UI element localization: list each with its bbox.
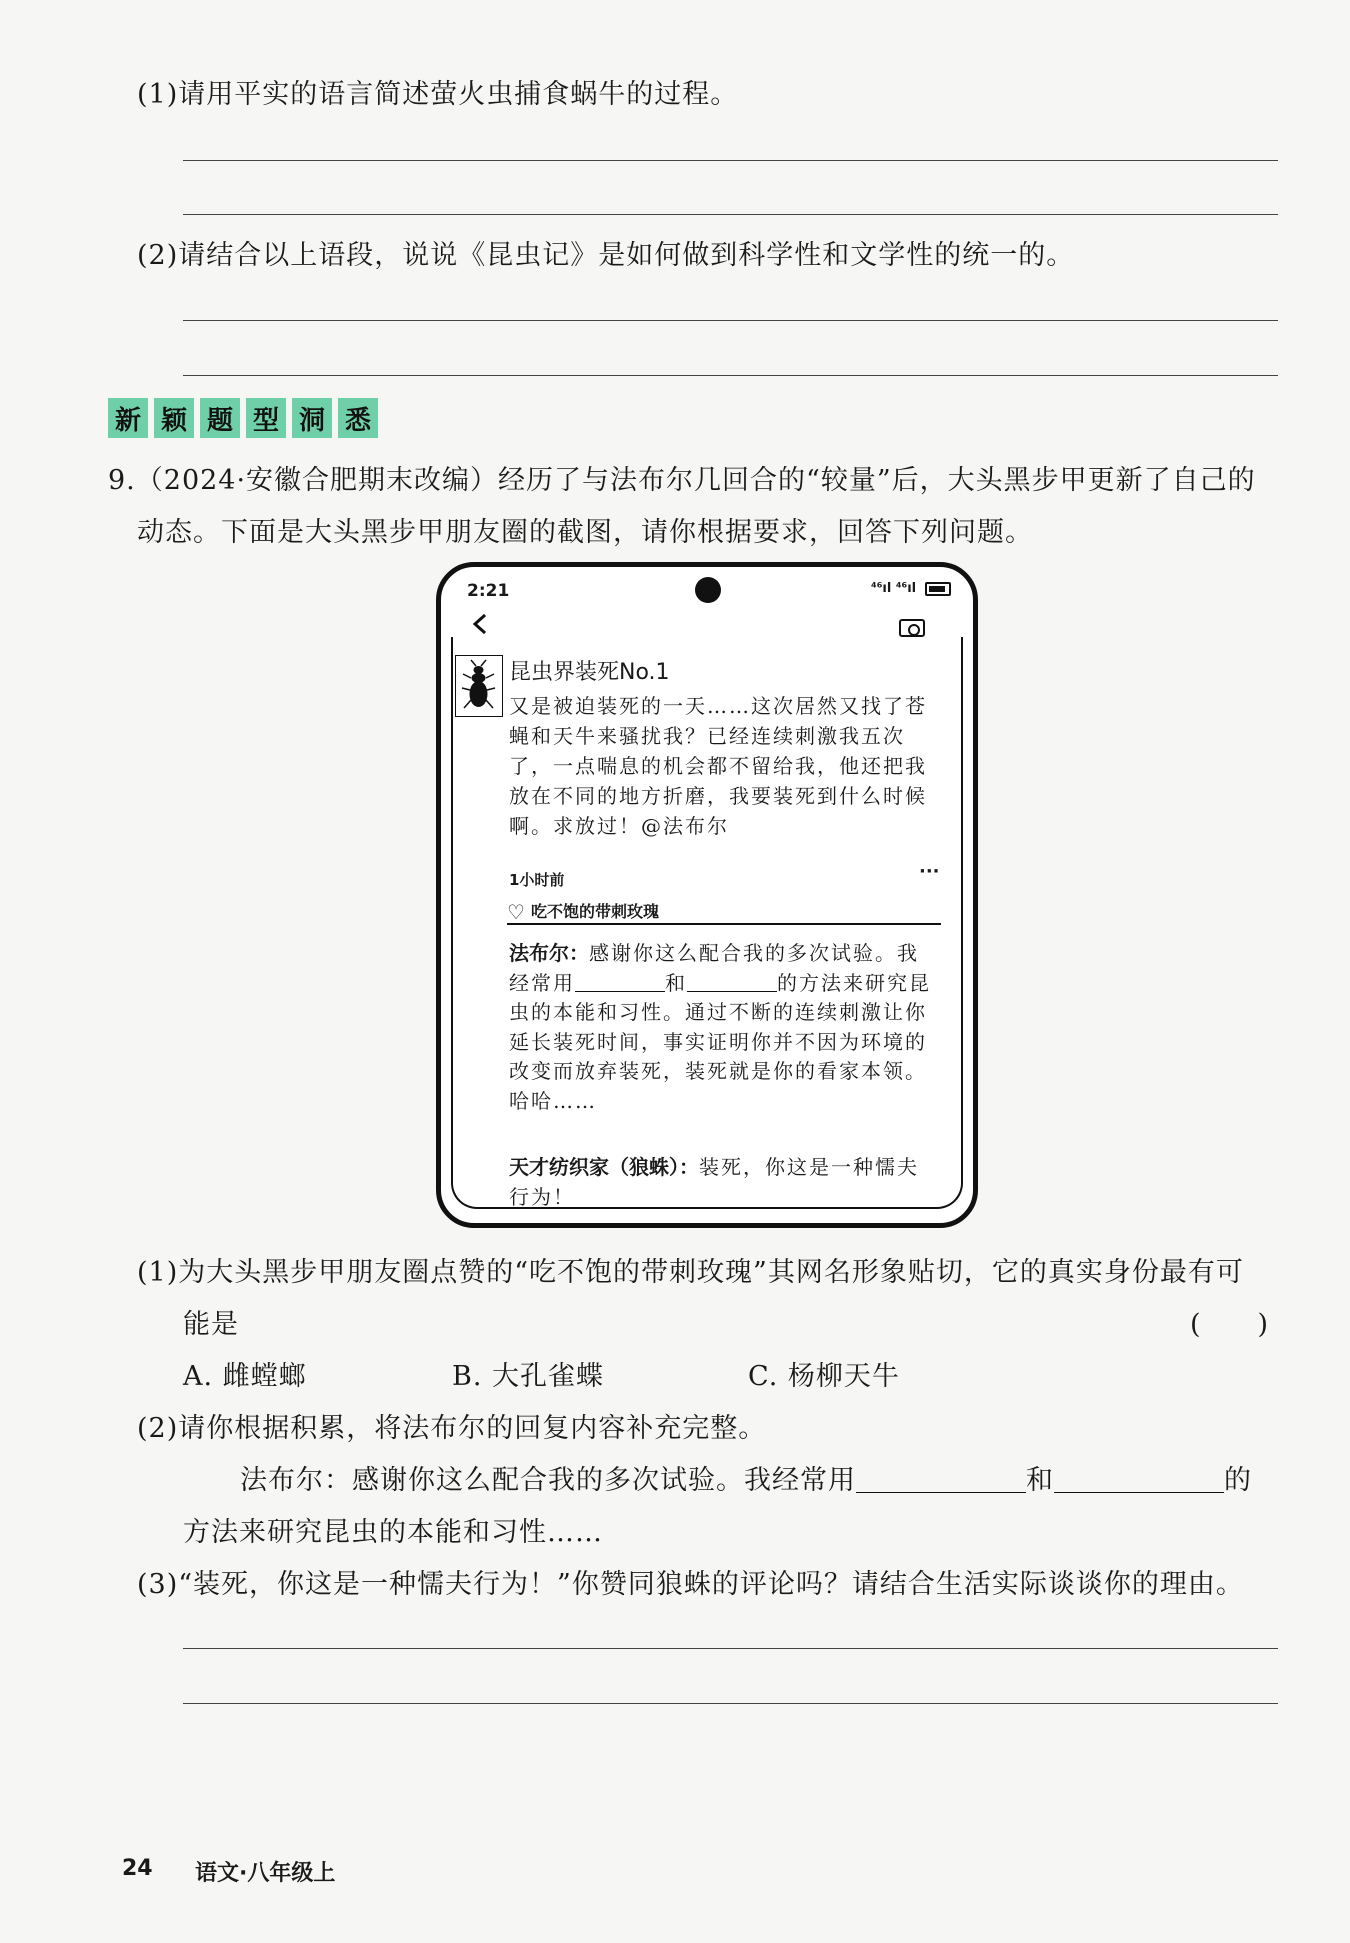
banner-char: 新 (108, 398, 148, 438)
likes-row (507, 899, 941, 925)
camera-notch (695, 577, 721, 603)
banner-char: 颖 (154, 398, 194, 438)
fill-blank-1[interactable] (856, 1467, 1026, 1493)
phone-screenshot (436, 562, 978, 1228)
sub-question-3: (3)“装死，你这是一种懦夫行为！”你赞同狼蛛的评论吗？请结合生活实际谈谈你的理由。 (137, 1569, 1244, 1600)
liker-name[interactable]: 吃不饱的带刺玫瑰 (530, 902, 659, 921)
question-1-prompt: (1)请用平实的语言简述萤火虫捕食蜗牛的过程。 (137, 79, 739, 110)
more-options-icon[interactable]: ··· (919, 861, 940, 882)
banner-char: 悉 (338, 398, 378, 438)
comment-text: 装死，你这是一种懦夫行为！ (509, 1155, 919, 1209)
banner-char: 洞 (292, 398, 332, 438)
answer-parentheses[interactable]: ( ) (1190, 1309, 1270, 1340)
post-title: 昆虫界装死No.1 (509, 660, 670, 685)
option-b[interactable]: B. 大孔雀蝶 (452, 1361, 605, 1392)
comment-wolf-spider (509, 1153, 939, 1212)
comment-text: 感谢你这么配合我的多次试验。我经常用 (509, 941, 919, 995)
fill-blank-2[interactable] (1054, 1467, 1224, 1493)
heart-icon[interactable]: ♡ (507, 900, 525, 924)
section-banner (108, 398, 378, 438)
post-body: 又是被迫装死的一天……这次居然又找了苍蝇和天牛来骚扰我？已经连续刺激我五次了，一点喘息的机会都不留给我，他还把我放在不同的地方折磨，我要装死到什么时候啊。求放过！@法布尔 (509, 694, 927, 838)
banner-char: 题 (200, 398, 240, 438)
comment-text: 和 (665, 970, 687, 995)
signal-icon: ⁴⁶ıl ⁴⁶ıl (871, 581, 917, 596)
question-9-line-1: 9.（2024·安徽合肥期末改编）经历了与法布尔几回合的“较量”后，大头黑步甲更新了自己的 (108, 465, 1256, 496)
beetle-avatar-icon[interactable] (455, 655, 503, 717)
sub-question-1-line-1: (1)为大头黑步甲朋友圈点赞的“吃不饱的带刺玫瑰”其网名形象贴切，它的真实身份最有可 (137, 1257, 1244, 1288)
battery-icon (925, 582, 951, 596)
comment-author[interactable]: 法布尔： (509, 941, 589, 965)
status-time: 2:21 (467, 581, 510, 601)
option-c[interactable]: C. 杨柳天牛 (748, 1361, 900, 1392)
answer-line[interactable] (183, 214, 1278, 215)
question-9-line-2: 动态。下面是大头黑步甲朋友圈的截图，请你根据要求，回答下列问题。 (137, 517, 1033, 548)
fill-blank (575, 974, 665, 992)
banner-char: 型 (246, 398, 286, 438)
sub-question-2: (2)请你根据积累，将法布尔的回复内容补充完整。 (137, 1413, 767, 1444)
comment-text: 的方法来研究昆虫的本能和习性。通过不断的连续刺激让你延长装死时间，事实证明你并不因为环境的改变而放弃装死，装死就是你的看家本领。哈哈…… (509, 970, 931, 1113)
comment-fabre (509, 939, 939, 1116)
fill-blank (687, 974, 777, 992)
fabre-reply-line-2: 方法来研究昆虫的本能和习性…… (183, 1517, 603, 1548)
answer-line[interactable] (183, 160, 1278, 161)
question-2-prompt: (2)请结合以上语段，说说《昆虫记》是如何做到科学性和文学性的统一的。 (137, 240, 1075, 271)
answer-line[interactable] (183, 1703, 1278, 1704)
answer-line[interactable] (183, 1648, 1278, 1649)
fabre-reply-line-1: 法布尔：感谢你这么配合我的多次试验。我经常用 和 的 (240, 1465, 1252, 1496)
sub-question-1-line-2: 能是 (183, 1309, 239, 1340)
camera-icon[interactable] (899, 619, 925, 637)
answer-line[interactable] (183, 320, 1278, 321)
post-time: 1小时前 (509, 871, 565, 889)
page-number: 24 (122, 1856, 153, 1881)
answer-line[interactable] (183, 375, 1278, 376)
book-title: 语文·八年级上 (195, 1861, 336, 1886)
option-a[interactable]: A. 雌螳螂 (183, 1361, 307, 1392)
comment-author[interactable]: 天才纺织家（狼蛛）： (509, 1155, 699, 1179)
